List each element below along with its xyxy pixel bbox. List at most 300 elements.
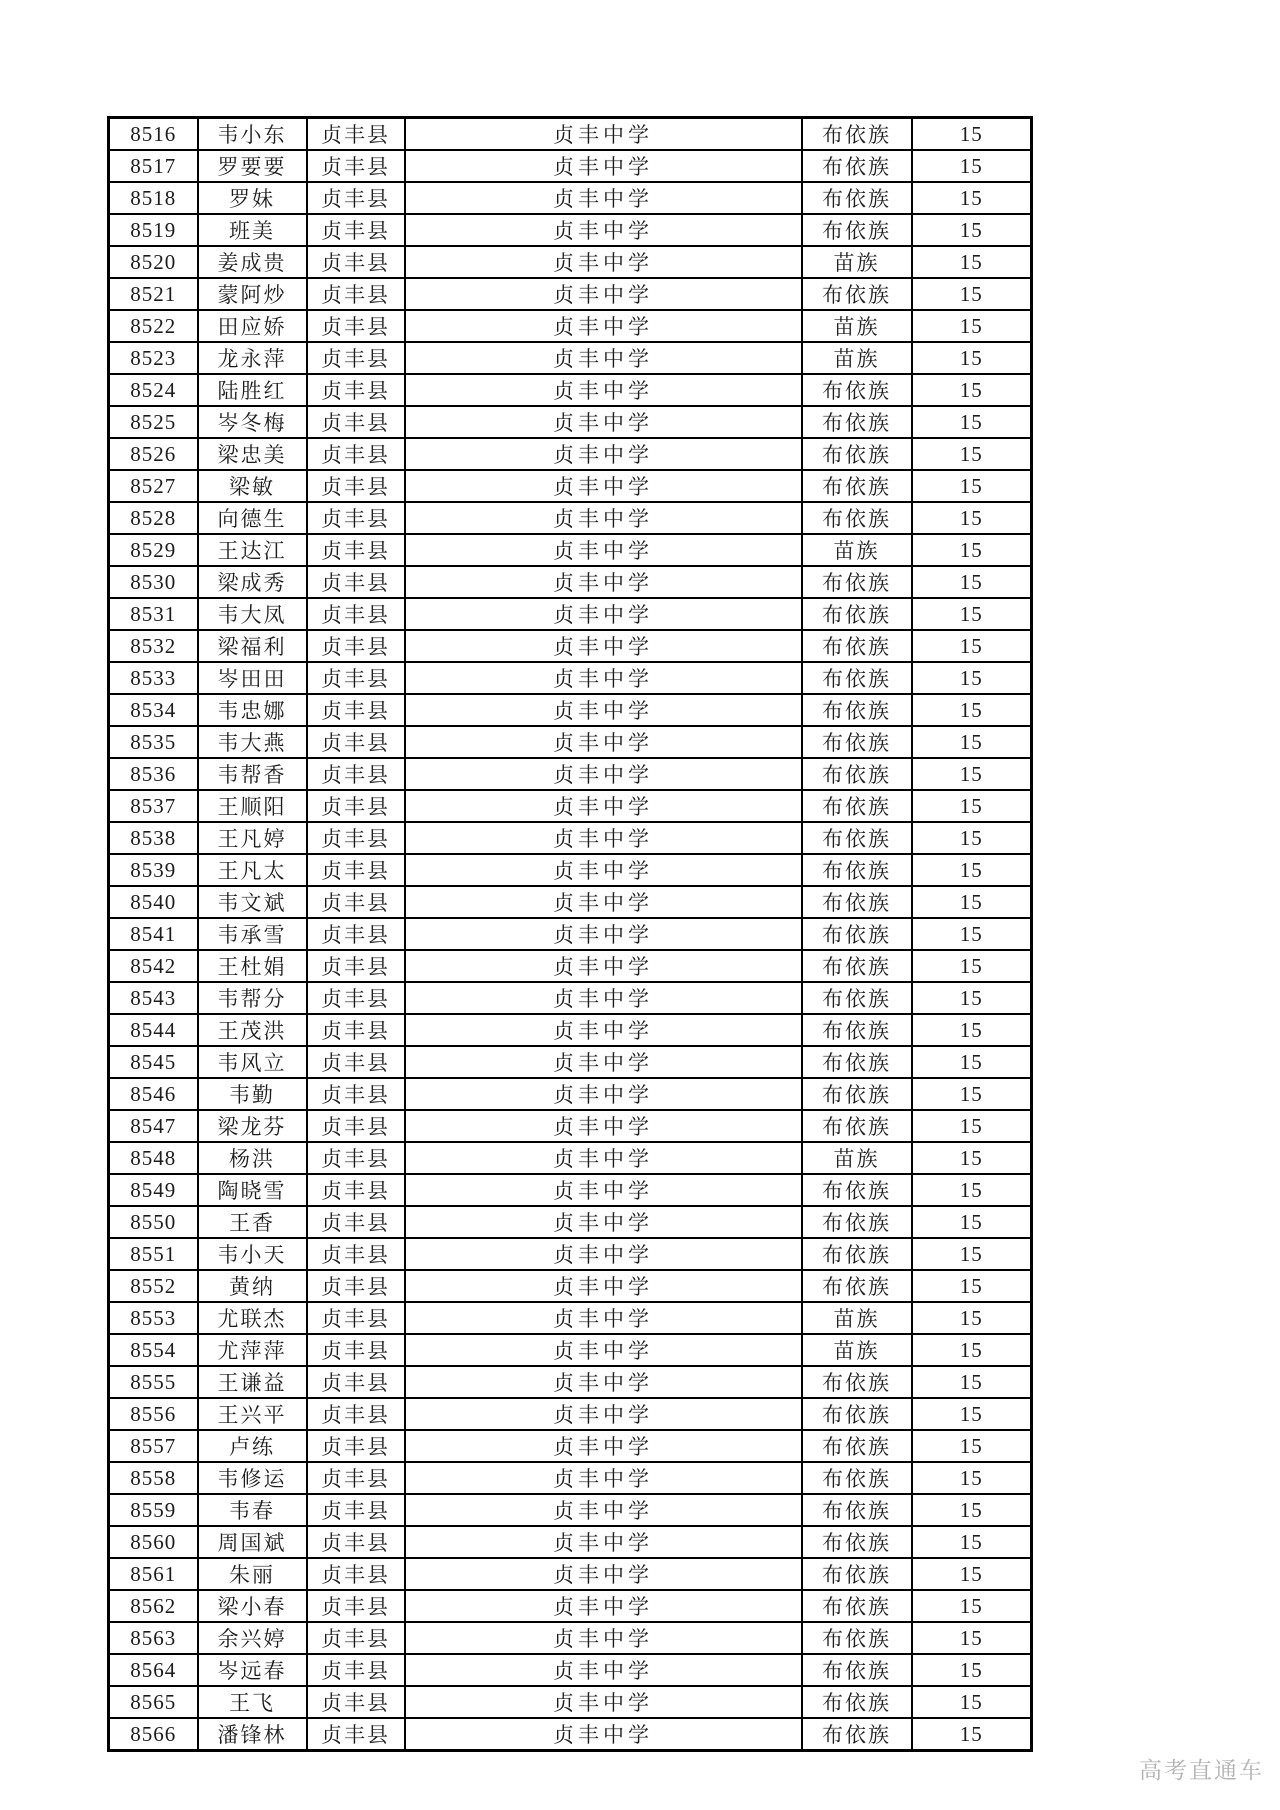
table-row: [109, 950, 1032, 982]
table-row: [109, 1046, 1032, 1078]
cell-county: 贞丰县: [307, 1206, 405, 1238]
cell-id: 8526: [109, 438, 198, 470]
cell-county: 贞丰县: [307, 278, 405, 310]
table-row: [109, 1206, 1032, 1238]
cell-id: 8523: [109, 342, 198, 374]
cell-ethnicity: 布依族: [802, 1462, 912, 1494]
cell-name: 梁福利: [198, 630, 307, 662]
cell-county: 贞丰县: [307, 1366, 405, 1398]
cell-school: 贞丰中学: [405, 1654, 802, 1686]
cell-ethnicity: 布依族: [802, 758, 912, 790]
cell-name: 陆胜红: [198, 374, 307, 406]
cell-score: 15: [912, 310, 1032, 342]
table-row: [109, 886, 1032, 918]
cell-id: 8529: [109, 534, 198, 566]
cell-school: 贞丰中学: [405, 310, 802, 342]
cell-score: 15: [912, 246, 1032, 278]
table-row: [109, 1014, 1032, 1046]
cell-name: 龙永萍: [198, 342, 307, 374]
cell-county: 贞丰县: [307, 854, 405, 886]
table-row: [109, 214, 1032, 246]
cell-county: 贞丰县: [307, 1334, 405, 1366]
cell-name: 潘锋林: [198, 1718, 307, 1751]
cell-county: 贞丰县: [307, 1238, 405, 1270]
cell-id: 8563: [109, 1622, 198, 1654]
cell-score: 15: [912, 1238, 1032, 1270]
cell-ethnicity: 布依族: [802, 1366, 912, 1398]
table-row: [109, 1654, 1032, 1686]
cell-school: 贞丰中学: [405, 1110, 802, 1142]
cell-score: 15: [912, 886, 1032, 918]
cell-ethnicity: 布依族: [802, 886, 912, 918]
cell-id: 8531: [109, 598, 198, 630]
cell-county: 贞丰县: [307, 1142, 405, 1174]
cell-id: 8546: [109, 1078, 198, 1110]
cell-ethnicity: 布依族: [802, 950, 912, 982]
cell-id: 8520: [109, 246, 198, 278]
cell-score: 15: [912, 662, 1032, 694]
table-row: [109, 1718, 1032, 1751]
cell-id: 8541: [109, 918, 198, 950]
cell-county: 贞丰县: [307, 662, 405, 694]
cell-ethnicity: 苗族: [802, 534, 912, 566]
cell-school: 贞丰中学: [405, 1590, 802, 1622]
table-row: [109, 790, 1032, 822]
cell-id: 8554: [109, 1334, 198, 1366]
cell-id: 8538: [109, 822, 198, 854]
cell-ethnicity: 布依族: [802, 1270, 912, 1302]
cell-school: 贞丰中学: [405, 1174, 802, 1206]
cell-score: 15: [912, 1430, 1032, 1462]
cell-name: 杨洪: [198, 1142, 307, 1174]
table-row: [109, 502, 1032, 534]
cell-county: 贞丰县: [307, 758, 405, 790]
cell-county: 贞丰县: [307, 406, 405, 438]
table-row: [109, 982, 1032, 1014]
cell-score: 15: [912, 790, 1032, 822]
cell-name: 岑远春: [198, 1654, 307, 1686]
cell-name: 陶晓雪: [198, 1174, 307, 1206]
cell-county: 贞丰县: [307, 1430, 405, 1462]
table-row: [109, 1238, 1032, 1270]
cell-id: 8533: [109, 662, 198, 694]
cell-score: 15: [912, 694, 1032, 726]
cell-score: 15: [912, 1398, 1032, 1430]
cell-id: 8543: [109, 982, 198, 1014]
cell-school: 贞丰中学: [405, 918, 802, 950]
cell-name: 王兴平: [198, 1398, 307, 1430]
cell-score: 15: [912, 150, 1032, 182]
cell-school: 贞丰中学: [405, 1686, 802, 1718]
cell-ethnicity: 布依族: [802, 1718, 912, 1751]
table-row: [109, 758, 1032, 790]
cell-school: 贞丰中学: [405, 470, 802, 502]
cell-name: 韦勤: [198, 1078, 307, 1110]
cell-county: 贞丰县: [307, 1270, 405, 1302]
cell-name: 罗妹: [198, 182, 307, 214]
table-row: [109, 630, 1032, 662]
cell-ethnicity: 布依族: [802, 662, 912, 694]
cell-score: 15: [912, 278, 1032, 310]
cell-ethnicity: 布依族: [802, 822, 912, 854]
cell-school: 贞丰中学: [405, 1014, 802, 1046]
table-row: [109, 1366, 1032, 1398]
cell-name: 尤萍萍: [198, 1334, 307, 1366]
cell-school: 贞丰中学: [405, 758, 802, 790]
cell-name: 梁敏: [198, 470, 307, 502]
table-row: [109, 1558, 1032, 1590]
cell-school: 贞丰中学: [405, 1558, 802, 1590]
cell-county: 贞丰县: [307, 1014, 405, 1046]
cell-ethnicity: 布依族: [802, 694, 912, 726]
cell-id: 8564: [109, 1654, 198, 1686]
cell-ethnicity: 布依族: [802, 502, 912, 534]
cell-name: 姜成贵: [198, 246, 307, 278]
table-row: [109, 150, 1032, 182]
table-row: [109, 1270, 1032, 1302]
cell-id: 8552: [109, 1270, 198, 1302]
cell-county: 贞丰县: [307, 374, 405, 406]
cell-ethnicity: 布依族: [802, 1654, 912, 1686]
cell-school: 贞丰中学: [405, 1334, 802, 1366]
table-row: [109, 1430, 1032, 1462]
cell-name: 尤联杰: [198, 1302, 307, 1334]
cell-name: 黄纳: [198, 1270, 307, 1302]
cell-name: 韦帮分: [198, 982, 307, 1014]
cell-name: 王顺阳: [198, 790, 307, 822]
cell-school: 贞丰中学: [405, 438, 802, 470]
cell-county: 贞丰县: [307, 1462, 405, 1494]
cell-ethnicity: 布依族: [802, 278, 912, 310]
table-row: [109, 438, 1032, 470]
cell-name: 王凡太: [198, 854, 307, 886]
cell-score: 15: [912, 534, 1032, 566]
table-row: [109, 118, 1032, 151]
cell-id: 8566: [109, 1718, 198, 1751]
table-row: [109, 1622, 1032, 1654]
cell-id: 8527: [109, 470, 198, 502]
table-row: [109, 310, 1032, 342]
cell-school: 贞丰中学: [405, 886, 802, 918]
cell-ethnicity: 布依族: [802, 438, 912, 470]
cell-county: 贞丰县: [307, 182, 405, 214]
cell-ethnicity: 苗族: [802, 1142, 912, 1174]
cell-id: 8557: [109, 1430, 198, 1462]
cell-ethnicity: 布依族: [802, 1046, 912, 1078]
cell-name: 朱丽: [198, 1558, 307, 1590]
cell-score: 15: [912, 918, 1032, 950]
cell-id: 8521: [109, 278, 198, 310]
cell-score: 15: [912, 502, 1032, 534]
cell-id: 8525: [109, 406, 198, 438]
student-table-body: [109, 118, 1032, 1751]
cell-name: 王杜娟: [198, 950, 307, 982]
cell-score: 15: [912, 1302, 1032, 1334]
cell-name: 王达江: [198, 534, 307, 566]
cell-county: 贞丰县: [307, 1078, 405, 1110]
cell-school: 贞丰中学: [405, 1270, 802, 1302]
cell-score: 15: [912, 1590, 1032, 1622]
cell-id: 8553: [109, 1302, 198, 1334]
cell-id: 8534: [109, 694, 198, 726]
cell-id: 8549: [109, 1174, 198, 1206]
cell-county: 贞丰县: [307, 630, 405, 662]
cell-id: 8548: [109, 1142, 198, 1174]
table-row: [109, 406, 1032, 438]
table-row: [109, 342, 1032, 374]
cell-name: 王香: [198, 1206, 307, 1238]
table-row: [109, 726, 1032, 758]
table-row: [109, 822, 1032, 854]
cell-ethnicity: 布依族: [802, 1014, 912, 1046]
cell-score: 15: [912, 1622, 1032, 1654]
cell-county: 贞丰县: [307, 726, 405, 758]
cell-score: 15: [912, 1366, 1032, 1398]
cell-ethnicity: 布依族: [802, 1398, 912, 1430]
cell-name: 韦小天: [198, 1238, 307, 1270]
cell-school: 贞丰中学: [405, 1622, 802, 1654]
cell-score: 15: [912, 1526, 1032, 1558]
cell-county: 贞丰县: [307, 1686, 405, 1718]
cell-county: 贞丰县: [307, 950, 405, 982]
cell-score: 15: [912, 470, 1032, 502]
cell-county: 贞丰县: [307, 1590, 405, 1622]
table-row: [109, 374, 1032, 406]
cell-name: 岑冬梅: [198, 406, 307, 438]
cell-score: 15: [912, 1494, 1032, 1526]
cell-county: 贞丰县: [307, 470, 405, 502]
cell-name: 周国斌: [198, 1526, 307, 1558]
cell-school: 贞丰中学: [405, 374, 802, 406]
table-row: [109, 694, 1032, 726]
cell-school: 贞丰中学: [405, 1238, 802, 1270]
cell-score: 15: [912, 214, 1032, 246]
cell-ethnicity: 布依族: [802, 630, 912, 662]
cell-ethnicity: 布依族: [802, 1494, 912, 1526]
cell-score: 15: [912, 598, 1032, 630]
table-row: [109, 1398, 1032, 1430]
cell-name: 王飞: [198, 1686, 307, 1718]
cell-school: 贞丰中学: [405, 1046, 802, 1078]
cell-name: 梁小春: [198, 1590, 307, 1622]
cell-school: 贞丰中学: [405, 1494, 802, 1526]
cell-school: 贞丰中学: [405, 406, 802, 438]
cell-name: 卢练: [198, 1430, 307, 1462]
table-row: [109, 1334, 1032, 1366]
cell-school: 贞丰中学: [405, 246, 802, 278]
cell-id: 8555: [109, 1366, 198, 1398]
cell-id: 8532: [109, 630, 198, 662]
cell-ethnicity: 苗族: [802, 246, 912, 278]
cell-id: 8522: [109, 310, 198, 342]
cell-name: 韦文斌: [198, 886, 307, 918]
cell-score: 15: [912, 406, 1032, 438]
cell-id: 8524: [109, 374, 198, 406]
cell-county: 贞丰县: [307, 1622, 405, 1654]
cell-score: 15: [912, 950, 1032, 982]
cell-county: 贞丰县: [307, 118, 405, 151]
cell-ethnicity: 布依族: [802, 566, 912, 598]
cell-score: 15: [912, 1270, 1032, 1302]
cell-score: 15: [912, 822, 1032, 854]
cell-ethnicity: 布依族: [802, 1526, 912, 1558]
cell-score: 15: [912, 854, 1032, 886]
cell-ethnicity: 苗族: [802, 1334, 912, 1366]
cell-score: 15: [912, 726, 1032, 758]
cell-id: 8559: [109, 1494, 198, 1526]
cell-school: 贞丰中学: [405, 534, 802, 566]
cell-name: 韦修运: [198, 1462, 307, 1494]
cell-county: 贞丰县: [307, 790, 405, 822]
cell-school: 贞丰中学: [405, 1366, 802, 1398]
cell-ethnicity: 布依族: [802, 1078, 912, 1110]
cell-ethnicity: 苗族: [802, 310, 912, 342]
table-row: [109, 1462, 1032, 1494]
cell-name: 向德生: [198, 502, 307, 534]
cell-school: 贞丰中学: [405, 1430, 802, 1462]
cell-id: 8528: [109, 502, 198, 534]
cell-school: 贞丰中学: [405, 278, 802, 310]
cell-id: 8556: [109, 1398, 198, 1430]
cell-id: 8560: [109, 1526, 198, 1558]
cell-name: 余兴婷: [198, 1622, 307, 1654]
cell-school: 贞丰中学: [405, 598, 802, 630]
cell-score: 15: [912, 1142, 1032, 1174]
cell-name: 罗要要: [198, 150, 307, 182]
cell-name: 韦忠娜: [198, 694, 307, 726]
cell-school: 贞丰中学: [405, 694, 802, 726]
cell-id: 8547: [109, 1110, 198, 1142]
cell-id: 8536: [109, 758, 198, 790]
cell-school: 贞丰中学: [405, 118, 802, 151]
cell-ethnicity: 布依族: [802, 406, 912, 438]
table-row: [109, 1526, 1032, 1558]
cell-county: 贞丰县: [307, 566, 405, 598]
cell-id: 8561: [109, 1558, 198, 1590]
cell-county: 贞丰县: [307, 1494, 405, 1526]
table-row: [109, 182, 1032, 214]
cell-name: 韦承雪: [198, 918, 307, 950]
cell-ethnicity: 布依族: [802, 1622, 912, 1654]
cell-id: 8539: [109, 854, 198, 886]
cell-county: 贞丰县: [307, 246, 405, 278]
cell-name: 韦帮香: [198, 758, 307, 790]
cell-score: 15: [912, 1174, 1032, 1206]
cell-name: 韦风立: [198, 1046, 307, 1078]
cell-id: 8530: [109, 566, 198, 598]
cell-school: 贞丰中学: [405, 1398, 802, 1430]
cell-county: 贞丰县: [307, 1558, 405, 1590]
table-row: [109, 662, 1032, 694]
cell-school: 贞丰中学: [405, 214, 802, 246]
table-row: [109, 278, 1032, 310]
cell-ethnicity: 布依族: [802, 118, 912, 151]
cell-county: 贞丰县: [307, 502, 405, 534]
cell-id: 8544: [109, 1014, 198, 1046]
cell-id: 8537: [109, 790, 198, 822]
cell-county: 贞丰县: [307, 1110, 405, 1142]
table-row: [109, 1302, 1032, 1334]
cell-school: 贞丰中学: [405, 726, 802, 758]
cell-ethnicity: 布依族: [802, 1430, 912, 1462]
cell-score: 15: [912, 1014, 1032, 1046]
cell-score: 15: [912, 1718, 1032, 1751]
cell-id: 8558: [109, 1462, 198, 1494]
cell-name: 岑田田: [198, 662, 307, 694]
cell-school: 贞丰中学: [405, 1302, 802, 1334]
cell-county: 贞丰县: [307, 886, 405, 918]
cell-score: 15: [912, 1206, 1032, 1238]
table-row: [109, 1110, 1032, 1142]
cell-county: 贞丰县: [307, 918, 405, 950]
cell-id: 8518: [109, 182, 198, 214]
cell-county: 贞丰县: [307, 150, 405, 182]
table-row: [109, 1142, 1032, 1174]
cell-ethnicity: 布依族: [802, 982, 912, 1014]
cell-name: 田应娇: [198, 310, 307, 342]
cell-school: 贞丰中学: [405, 566, 802, 598]
cell-ethnicity: 布依族: [802, 470, 912, 502]
cell-ethnicity: 布依族: [802, 918, 912, 950]
cell-ethnicity: 布依族: [802, 726, 912, 758]
cell-ethnicity: 布依族: [802, 214, 912, 246]
cell-ethnicity: 布依族: [802, 374, 912, 406]
cell-name: 韦大燕: [198, 726, 307, 758]
cell-school: 贞丰中学: [405, 150, 802, 182]
cell-name: 韦小东: [198, 118, 307, 151]
cell-county: 贞丰县: [307, 694, 405, 726]
cell-school: 贞丰中学: [405, 1142, 802, 1174]
cell-id: 8517: [109, 150, 198, 182]
table-row: [109, 1494, 1032, 1526]
cell-school: 贞丰中学: [405, 1462, 802, 1494]
cell-school: 贞丰中学: [405, 1078, 802, 1110]
cell-score: 15: [912, 438, 1032, 470]
cell-ethnicity: 布依族: [802, 1110, 912, 1142]
cell-school: 贞丰中学: [405, 1206, 802, 1238]
cell-score: 15: [912, 1334, 1032, 1366]
cell-id: 8519: [109, 214, 198, 246]
cell-score: 15: [912, 1558, 1032, 1590]
cell-ethnicity: 苗族: [802, 342, 912, 374]
cell-ethnicity: 布依族: [802, 854, 912, 886]
cell-county: 贞丰县: [307, 438, 405, 470]
cell-school: 贞丰中学: [405, 982, 802, 1014]
cell-name: 班美: [198, 214, 307, 246]
cell-name: 蒙阿炒: [198, 278, 307, 310]
cell-score: 15: [912, 982, 1032, 1014]
student-table: [107, 116, 1033, 1752]
cell-score: 15: [912, 1110, 1032, 1142]
cell-id: 8545: [109, 1046, 198, 1078]
cell-id: 8535: [109, 726, 198, 758]
cell-score: 15: [912, 182, 1032, 214]
cell-score: 15: [912, 1046, 1032, 1078]
cell-school: 贞丰中学: [405, 790, 802, 822]
cell-name: 王谦益: [198, 1366, 307, 1398]
table-row: [109, 854, 1032, 886]
cell-county: 贞丰县: [307, 214, 405, 246]
cell-id: 8562: [109, 1590, 198, 1622]
cell-score: 15: [912, 630, 1032, 662]
cell-county: 贞丰县: [307, 598, 405, 630]
cell-id: 8565: [109, 1686, 198, 1718]
cell-county: 贞丰县: [307, 310, 405, 342]
table-row: [109, 534, 1032, 566]
cell-ethnicity: 布依族: [802, 1238, 912, 1270]
cell-id: 8550: [109, 1206, 198, 1238]
cell-county: 贞丰县: [307, 822, 405, 854]
